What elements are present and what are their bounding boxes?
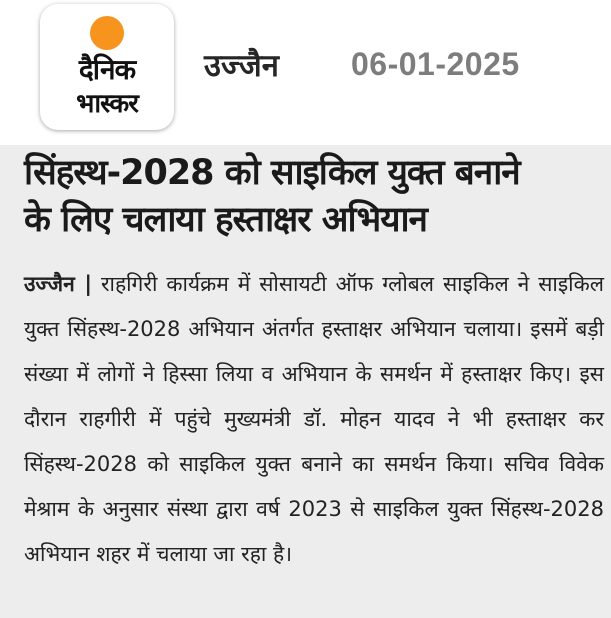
headline-line2: के लिए चलाया हस्ताक्षर अभियान [24,200,427,240]
headline-line1: सिंहस्थ-2028 को साइकिल युक्त बनाने [24,153,520,193]
publication-date: 06-01-2025 [351,46,520,82]
dainik-bhaskar-logo [40,4,174,130]
article-body [24,262,604,577]
article-headline [24,150,604,244]
article-body-text: राहगिरी कार्यक्रम में सोसायटी ऑफ ग्लोबल साइकिल ने साइकिल युक्त सिंहस्थ-2028 अभियान अंतर्गत हस्ताक्षर अभियान चलाया। इसमें बड़ी संख्या में लोगों ने हिस्सा लिया व अभियान के समर्थन में हस्ताक्षर किए। इस दौरान राहगीरी में पहुंचे मुख्यमंत्री डॉ. मोहन यादव ने भी हस्ताक्षर कर सिंहस्थ-2028 को साइकिल युक्त बनाने का समर्थन किया। सचिव विवेक मेश्राम के अनुसार संस्था द्वारा वर्ष 2023 से साइकिल युक्त सिंहस्थ-2028 अभियान शहर में चलाया जा रहा है। [24,272,604,566]
dateline-place: उज्जैन | [24,272,92,296]
logo-text-line2: भास्कर [76,89,138,119]
header [0,0,611,145]
city-name: उज्जैन [204,48,279,84]
sun-icon [90,16,124,50]
logo-text-line1: दैनिक [78,53,136,86]
